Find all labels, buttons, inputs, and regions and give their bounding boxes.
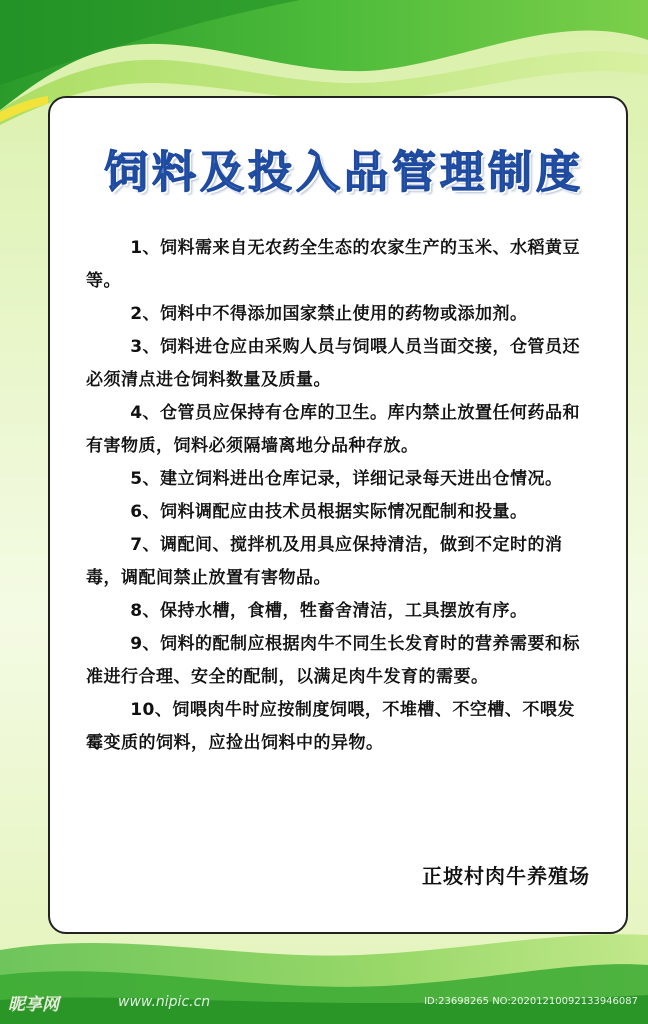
watermark-url: www.nipic.cn [118,994,211,1010]
rule-item: 4、仓管员应保持有仓库的卫生。库内禁止放置任何药品和有害物质，饲料必须隔墙离地分品种存放。 [86,403,581,456]
rule-item: 9、饲料的配制应根据肉牛不同生长发育时的营养需要和标准进行合理、安全的配制，以满足肉牛发育的需要。 [86,634,581,687]
rule-item: 3、饲料进仓应由采购人员与饲喂人员当面交接，仓管员还必须清点进仓饲料数量及质量。 [86,337,581,390]
rule-item: 2、饲料中不得添加国家禁止使用的药物或添加剂。 [130,304,528,324]
rule-item: 6、饲料调配应由技术员根据实际情况配制和投量。 [130,502,528,522]
page-title: 饲料及投入品管理制度 [104,147,584,198]
rule-item: 10、饲喂肉牛时应按制度饲喂，不堆槽、不空槽、不喂发霉变质的饲料，应捡出饲料中的异物。 [86,700,575,753]
watermark-logo: 昵享网 [8,995,59,1015]
signature-organization: 正坡村肉牛养殖场 [422,864,590,888]
rules-list [86,232,592,760]
rule-item: 7、调配间、搅拌机及用具应保持清洁，做到不定时的消毒，调配间禁止放置有害物品。 [86,535,563,588]
rule-item: 8、保持水槽，食槽，牲畜舍清洁，工具摆放有序。 [130,601,528,621]
watermark-id: ID:23698265 NO:20201210092133946087 [424,996,638,1007]
rule-item: 1、饲料需来自无农药全生态的农家生产的玉米、水稻黄豆等。 [86,238,581,291]
rule-item: 5、建立饲料进出仓库记录，详细记录每天进出仓情况。 [130,469,563,489]
